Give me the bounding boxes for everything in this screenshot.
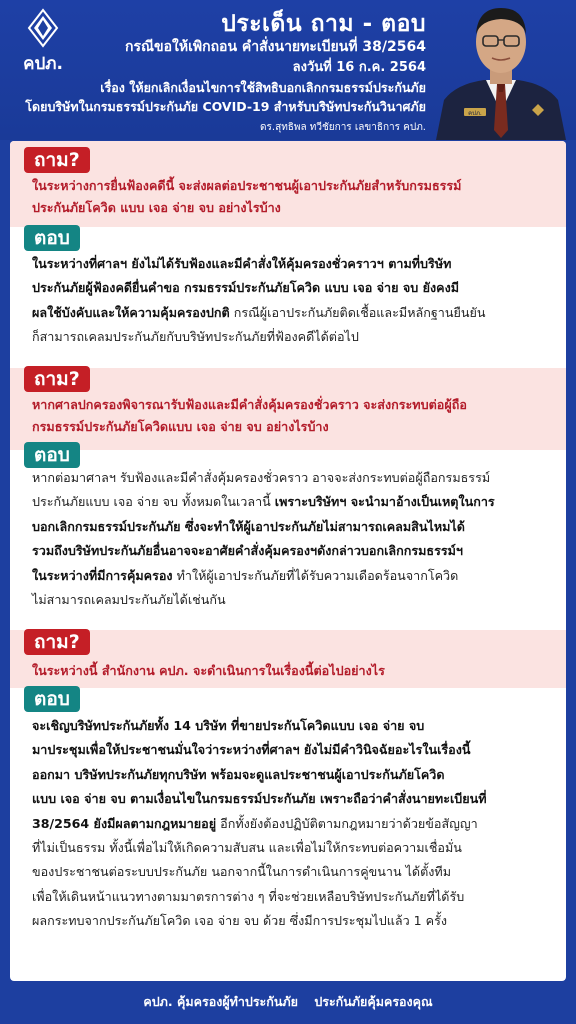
- answer-regular-text: หากต่อมาศาลฯ รับฟ้องและมีคำสั่งคุ้มครองชั่วคราว อาจจะส่งกระทบต่อผู้ถือกรมธรรม์: [32, 470, 491, 485]
- page-title: ประเด็น ถาม - ตอบ: [221, 11, 426, 37]
- footer-slogan: [0, 990, 576, 1024]
- question-tag-3: ถาม?: [24, 629, 90, 655]
- answer-tag-3: ตอบ: [24, 686, 80, 712]
- answer-regular-text: ที่ไม่เป็นธรรม ทั้งนี้เพื่อไม่ให้เกิดความสับสน และเพื่อไม่ให้กระทบต่อความเชื่อมั่น: [32, 840, 462, 856]
- answer-bold-text: รวมถึงบริษัทประกันภัยอื่นอาจจะอาศัยคำสั่งคุ้มครองฯดังกล่าวบอกเลิกกรมธรรม์ฯ: [32, 543, 464, 559]
- answer-regular-text: เพื่อให้เดินหน้าแนวทางตามมาตรการต่าง ๆ ที่จะช่วยเหลือบริษัทประกันภัยที่ได้รับ: [32, 888, 465, 904]
- answer-line: [32, 564, 554, 588]
- answer-line: [32, 276, 554, 300]
- answer-regular-text: อีกทั้งยังต้องปฏิบัติตามกฎหมายว่าด้วยข้อสัญญา: [216, 815, 478, 831]
- answer-regular-text: ไม่สามารถเคลมประกันภัยได้เช่นกัน: [32, 592, 226, 608]
- question-line: ประกันภัยโควิด แบบ เจอ จ่าย จบ อย่างไรบ้าง: [32, 200, 281, 215]
- answer-regular-text: ก็สามารถเคลมประกันภัยกับบริษัทประกันภัยที่ฟ้องคดีได้ต่อไป: [32, 329, 359, 345]
- order-date: ลงวันที่ 16 ก.ค. 2564: [292, 60, 426, 75]
- answer-line: [32, 588, 554, 612]
- answer-tag-1: ตอบ: [24, 225, 80, 251]
- answer-regular-text: กรณีผู้เอาประกันภัยติดเชื้อและมีหลักฐานยืนยัน: [229, 304, 486, 320]
- answer-bold-text: ออกมา บริษัทประกันภัยทุกบริษัท พร้อมจะดูแลประชาชนผู้เอาประกันภัยโควิด: [32, 766, 445, 782]
- answer-line: [32, 466, 554, 490]
- answer-bold-text: มาประชุมเพื่อให้ประชาชนมั่นใจว่าระหว่างที่ศาลฯ ยังไม่มีคำวินิจฉัยอะไรในเรื่องนี้: [32, 742, 471, 758]
- qa-card: [10, 141, 566, 981]
- answer-bold-text: ประกันภัยผู้ฟ้องคดียื่นคำขอ กรมธรรม์ประกันภัยโควิด แบบ เจอ จ่าย จบ ยังคงมี: [32, 280, 460, 296]
- answer-bold-text: แบบ เจอ จ่าย จบ ตามเงื่อนไขในกรมธรรม์ประกันภัย เพราะถือว่าคำสั่งนายทะเบียนที่: [32, 791, 487, 807]
- answer-text-1: [32, 252, 554, 350]
- topic-line-1: เรื่อง ให้ยกเลิกเงื่อนไขการใช้สิทธิบอกเลิกกรมธรรม์ประกันภัย: [100, 80, 426, 95]
- answer-line: [32, 885, 554, 909]
- answer-bold-text: ในระหว่างที่ศาลฯ ยังไม่ได้รับฟ้องและมีคำสั่งให้คุ้มครองชั่วคราวฯ ตามที่บริษัท: [32, 256, 452, 271]
- question-tag-1: ถาม?: [24, 147, 90, 173]
- page-subtitle: กรณีขอให้เพิกถอน คำสั่งนายทะเบียนที่ 38/2564: [125, 39, 426, 55]
- question-line: หากศาลปกครองพิจารณารับฟ้องและมีคำสั่งคุ้มครองชั่วคราว จะส่งกระทบต่อผู้ถือ: [32, 397, 467, 412]
- answer-line: [32, 252, 554, 276]
- question-text-2: [32, 394, 552, 438]
- answer-regular-text: ประกันภัยแบบ เจอ จ่าย จบ ทั้งหมดในเวลานี้: [32, 494, 275, 510]
- answer-text-3: [32, 714, 554, 934]
- answer-regular-text: ของประชาชนต่อระบบประกันภัย นอกจากนี้ในการดำเนินการคู่ขนาน ได้ตั้งทีม: [32, 864, 452, 880]
- oic-emblem-icon: [23, 8, 63, 48]
- footer-slogan-right: ประกันภัยคุ้มครองคุณ: [314, 994, 433, 1009]
- answer-line: [32, 738, 554, 762]
- answer-line: [32, 860, 554, 884]
- logo-text: คปภ.: [23, 54, 63, 74]
- answer-regular-text: ผลกระทบจากประกันภัยโควิด เจอ จ่าย จบ ด้วย ซึ่งมีการประชุมไปแล้ว 1 ครั้ง: [32, 913, 448, 929]
- answer-line: [32, 909, 554, 933]
- answer-bold-text: บอกเลิกกรมธรรม์ประกันภัย ซึ่งจะทำให้ผู้เอาประกันภัยไม่สามารถเคลมสินไหมได้: [32, 518, 465, 534]
- answer-tag-2: ตอบ: [24, 442, 80, 468]
- question-text-3: [32, 660, 552, 682]
- answer-line: [32, 836, 554, 860]
- answer-bold-text: ในระหว่างที่มีการคุ้มครอง: [32, 567, 173, 583]
- answer-line: [32, 325, 554, 349]
- answer-line: [32, 763, 554, 787]
- answer-line: [32, 539, 554, 563]
- topic-block: [10, 78, 426, 116]
- answer-line: [32, 812, 554, 836]
- question-line: กรมธรรม์ประกันภัยโควิดแบบ เจอ จ่าย จบ อย่างไรบ้าง: [32, 419, 329, 434]
- question-line: ในระหว่างการยื่นฟ้องคดีนี้ จะส่งผลต่อประชาชนผู้เอาประกันภัยสำหรับกรมธรรม์: [32, 178, 462, 193]
- portrait-badge-text: คปภ.: [468, 110, 482, 117]
- answer-text-2: [32, 466, 554, 612]
- header-banner: [0, 0, 576, 140]
- answer-bold-text: 38/2564 ยังมีผลตามกฎหมายอยู่: [32, 815, 217, 831]
- answer-bold-text: เพราะบริษัทฯ จะนำมาอ้างเป็นเหตุในการ: [274, 494, 495, 510]
- signature-caption: ดร.สุทธิพล ทวีชัยการ เลขาธิการ คปภ.: [260, 122, 426, 133]
- answer-bold-text: ผลใช้บังคับและให้ความคุ้มครองปกติ: [32, 304, 230, 320]
- answer-line: [32, 787, 554, 811]
- answer-line: [32, 515, 554, 539]
- footer-slogan-left: คปภ. คุ้มครองผู้ทำประกันภัย: [143, 994, 298, 1009]
- question-text-1: [32, 175, 552, 219]
- answer-line: [32, 490, 554, 514]
- question-line: ในระหว่างนี้ สำนักงาน คปภ. จะดำเนินการในเรื่องนี้ต่อไปอย่างไร: [32, 663, 385, 678]
- answer-bold-text: จะเชิญบริษัทประกันภัยทั้ง 14 บริษัท ที่ขายประกันโควิดแบบ เจอ จ่าย จบ: [32, 718, 425, 733]
- answer-regular-text: ทำให้ผู้เอาประกันภัยที่ได้รับความเดือดร้อนจากโควิด: [172, 567, 459, 583]
- secretary-general-portrait: [426, 0, 576, 140]
- answer-line: [32, 714, 554, 738]
- answer-line: [32, 301, 554, 325]
- topic-line-2: โดยบริษัทในกรมธรรม์ประกันภัย COVID-19 สำหรับบริษัทประกันวินาศภัย: [25, 99, 426, 114]
- question-tag-2: ถาม?: [24, 366, 90, 392]
